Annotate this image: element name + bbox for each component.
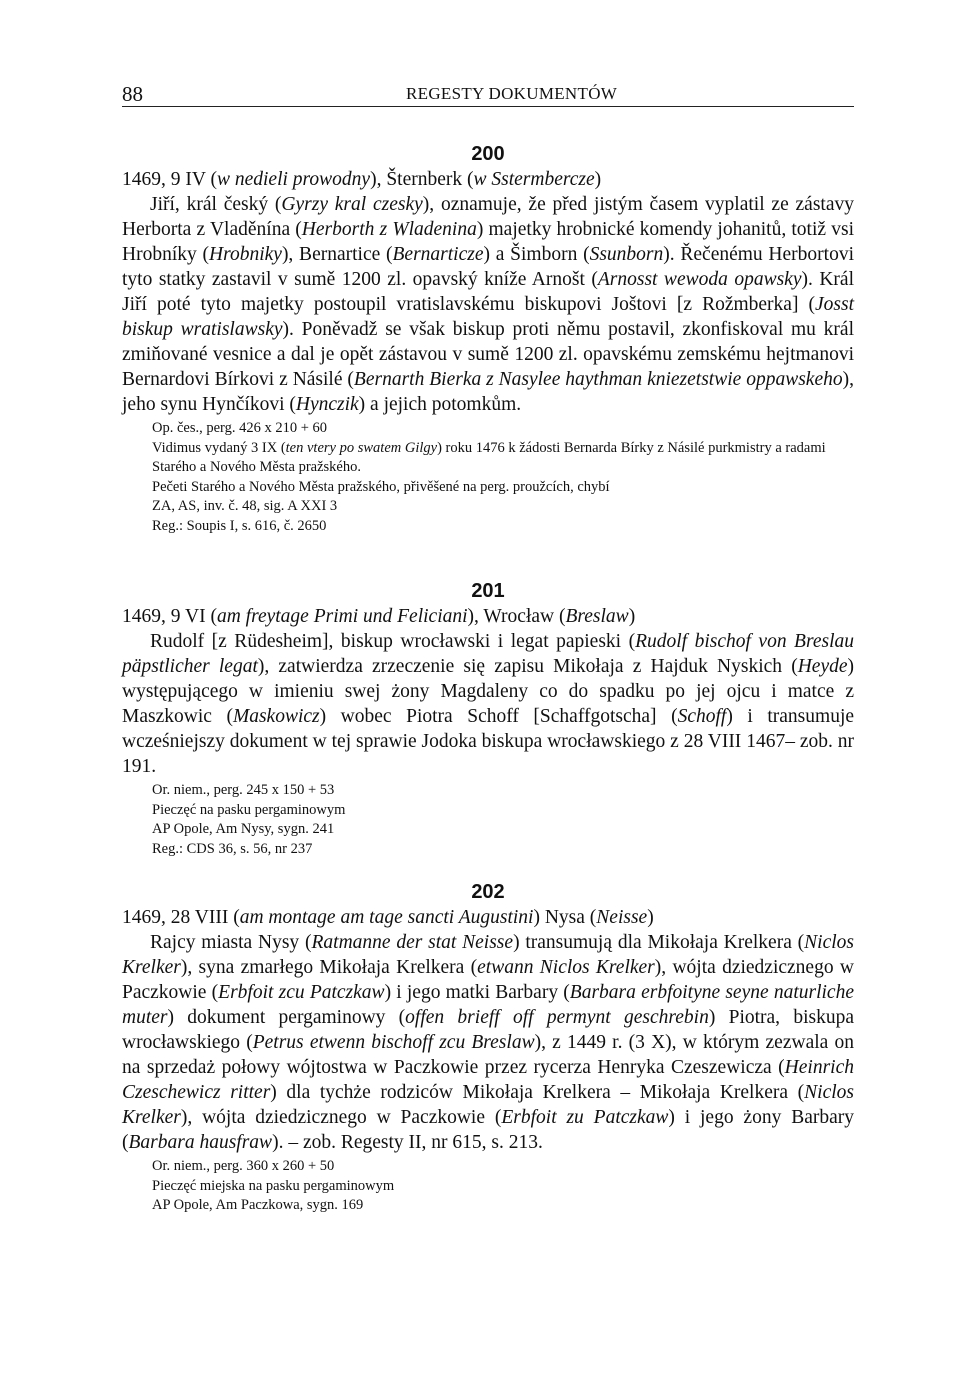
original-quote: Ssunborn [589,244,664,265]
original-quote: Barbara erbfoityne seyne naturliche muter [122,982,854,1028]
entry-summary: Rudolf [z Rüdesheim], biskup wrocławski i legat papieski (Rudolf bischof von Breslau päpstlicher legat), zatwierdza zrzeczenie się zapisu Mikołaja z Hajduk Nyskich (Heyde) występującego w imieniu swej żony Magdaleny co do spadku po jej ojcu i matce z Maszkowic (Maskowicz) wobec Piotra Schoff [Schaffgotscha] (Schoff) i transumuje wcześniejszy dokument w tej sprawie Jodoka biskupa wrocławskiego z 28 VIII 1467– zob. nr 191. [122,631,855,777]
note-line: AP Opole, Am Paczkowa, sygn. 169 [152,1197,364,1213]
note-line: Pieczęć na pasku pergaminowym [152,801,346,818]
original-quote: Neisse [596,907,648,928]
entry-number: 201 [471,580,505,602]
original-quote: Schoff [677,706,727,727]
original-quote: Herborth z Wladenina [301,219,477,240]
original-quote: Heinrich Czeschewicz ritter [122,1057,854,1103]
original-quote: Niclos Krelker [122,932,855,978]
original-quote: offen brieff off permynt geschrebin [405,1007,709,1028]
original-quote: Ratmanne der stat Neisse [311,932,514,953]
original-quote: ten vtery po swatem Gilgy [285,439,438,456]
archival-notes [152,1157,854,1216]
note-line: Vidimus vydaný 3 IX (ten vtery po swatem Gilgy) roku 1476 k žádosti Bernarda Bírky z Násilé purkmistry a radami Starého a Nového Města pražského. [152,439,826,475]
archival-notes [152,781,854,859]
note-line: Pieczęć miejska na pasku pergaminowym [152,1177,395,1194]
regest-entry-200 [122,141,854,536]
entry-dateline: 1469, 9 VI (am freytage Primi und Feliciani), Wrocław (Breslaw) [122,606,636,627]
regest-entry-201 [122,578,854,859]
original-quote: Hynczik [295,394,359,415]
page-number: 88 [122,82,143,106]
original-quote: Erbfoit zu Patczkaw [501,1107,669,1128]
original-quote: Erbfoit zcu Patczkaw [218,982,385,1003]
regest-entry-202 [122,879,854,1216]
original-quote: Maskowicz [232,706,320,727]
original-quote: Bernarth Bierka z Nasylee haythman kniezetstwie oppawskeho [353,369,843,390]
original-quote: w Sstermbercze [473,169,595,190]
note-line: Reg.: Soupis I, s. 616, č. 2650 [152,517,327,534]
original-quote: w nedieli prowodny [216,169,371,190]
original-quote: Arnosst wewoda opawsky [597,269,802,290]
entry-summary: Jiří, král český (Gyrzy kral czesky), oznamuje, že před jistým časem vyplatil ze zástavy Herborta z Vladěnína (Herborth z Wladenina) majetky hrobnické komendy johanitů, totiž vsi Hrobníky (Hrobniky), Bernartice (Bernarticze) a Šimborn (Ssunborn). Řečenému Herbortovi tyto statky zastavil v sumě 1200 zl. opavský kníže Arnošt (Arnosst wewoda opawsky). Král Jiří poté tyto majetky postoupil vratislavskému biskupovi Joštovi [z Rožmberka] (Josst biskup wratislawsky). Poněvadž se však biskup proti němu postavil, zkonfiskoval mu král zmiňované vesnice a dal je opět zástavou v sumě 1200 zl. opavskému zemskému hejtmanovi Bernardovi Bírkovi z Násilé (Bernarth Bierka z Nasylee haythman kniezetstwie oppawskeho), jeho synu Hynčíkovi (Hynczik) a jejich potomkům. [122,194,854,415]
original-quote: am freytage Primi und Feliciani [216,606,468,627]
original-quote: Breslaw [565,606,629,627]
original-quote: Heyde [797,656,848,677]
original-quote: etwann Niclos Krelker [477,957,655,978]
original-quote: Niclos Krelker [122,1082,854,1128]
note-line: Or. niem., perg. 360 x 260 + 50 [152,1158,335,1174]
note-line: Op. čes., perg. 426 x 210 + 60 [152,420,328,436]
note-line: Pečeti Starého a Nového Města pražského, přivěšené na perg. proužcích, chybí [152,478,610,495]
running-title: REGESTY DOKUMENTÓW [406,84,618,103]
page-header [122,80,854,107]
original-quote: Rudolf bischof von Breslau päpstlicher legat [122,631,854,677]
original-quote: Hrobniky [209,244,282,265]
note-line: Or. niem., perg. 245 x 150 + 53 [152,782,335,798]
original-quote: Petrus etwenn bischoff zcu Breslaw [252,1032,535,1053]
entry-dateline: 1469, 9 IV (w nedieli prowodny), Šternberk (w Sstermbercze) [122,169,602,190]
entry-dateline: 1469, 28 VIII (am montage am tage sancti Augustini) Nysa (Neisse) [122,907,654,928]
original-quote: Barbara hausfraw [128,1132,273,1153]
note-line: AP Opole, Am Nysy, sygn. 241 [152,821,335,837]
entry-number: 202 [471,881,505,903]
note-line: ZA, AS, inv. č. 48, sig. A XXI 3 [152,498,338,514]
entry-summary: Rajcy miasta Nysy (Ratmanne der stat Neisse) transumują dla Mikołaja Krelkera (Niclos Krelker), syna zmarłego Mikołaja Krelkera (etwann Niclos Krelker), wójta dziedzicznego w Paczkowie (Erbfoit zcu Patczkaw) i jego matki Barbary (Barbara erbfoityne seyne naturliche muter) dokument pergaminowy (offen brieff off permynt geschrebin) Piotra, biskupa wrocławskiego (Petrus etwenn bischoff zcu Breslaw), z 1449 r. (3 X), w którym zezwala on na sprzedaż połowy wójtostwa w Paczkowie przez rycerza Henryka Czeszewicza (Heinrich Czeschewicz ritter) dla tychże rodziców Mikołaja Krelkera – Mikołaja Krelkera (Niclos Krelker), wójta dziedzicznego w Paczkowie (Erbfoit zu Patczkaw) i jego żony Barbary (Barbara hausfraw). – zob. Regesty II, nr 615, s. 213. [122,932,855,1153]
archival-notes [152,419,854,536]
note-line: Reg.: CDS 36, s. 56, nr 237 [152,840,313,857]
original-quote: Gyrzy kral czesky [281,194,423,215]
entry-number: 200 [471,143,505,165]
original-quote: Josst biskup wratislawsky [122,294,854,340]
original-quote: am montage am tage sancti Augustini [239,907,534,928]
original-quote: Bernarticze [392,244,484,265]
